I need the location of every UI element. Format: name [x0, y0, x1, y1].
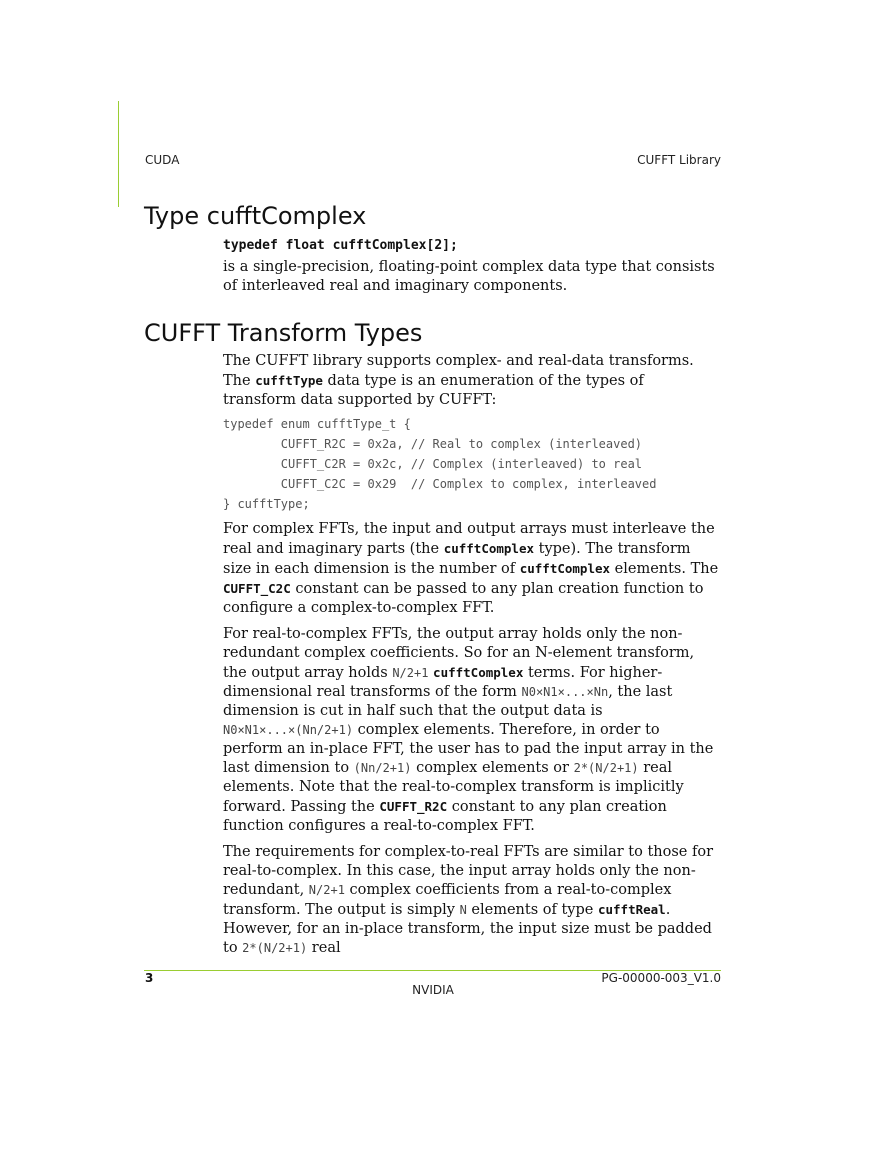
- header-accent-line: [118, 101, 119, 207]
- running-header-left: CUDA: [145, 153, 180, 167]
- inline-code-bold: cufftComplex: [443, 541, 535, 556]
- paragraph-text: type). The transform size in each dimension is the number of: [223, 541, 691, 577]
- vendor-name: NVIDIA: [412, 983, 454, 997]
- cufftcomplex-description: is a single-precision, floating-point complex data type that consists of interleaved real and imaginary components.: [223, 259, 715, 294]
- code-line: } cufftType;: [223, 497, 310, 511]
- inline-code-bold: CUFFT_R2C: [379, 799, 448, 814]
- inline-code: N0×N1×...×Nn: [521, 685, 609, 699]
- paragraph-text: , the last dimension is cut in half such that the output data is: [223, 684, 673, 719]
- paragraph-text: elements of type: [466, 902, 598, 918]
- code-line: CUFFT_C2R = 0x2c, // Complex (interleaved) to real: [223, 457, 643, 471]
- paragraph-text: For complex FFTs, the input and output arrays must interleave the real and imaginary parts (the: [223, 521, 715, 557]
- inline-code: 2*(N/2+1): [573, 761, 639, 775]
- inline-code-bold: cufftComplex: [433, 665, 524, 680]
- running-header-right: CUFFT Library: [637, 153, 721, 167]
- paragraph-text: complex elements or: [411, 760, 574, 776]
- paragraph-text: real elements. Note that the real-to-complex transform is implicitly forward. Passing the: [223, 760, 684, 815]
- code-line: CUFFT_C2C = 0x29 // Complex to complex, interleaved: [223, 477, 657, 491]
- paragraph-complex-ffts: [223, 520, 720, 618]
- inline-code-bold: cufftReal: [597, 902, 666, 917]
- transform-types-intro: [223, 352, 720, 410]
- section-title-cufftcomplex: Type cufftComplex: [144, 202, 367, 230]
- intro-text-b: data type is an enumeration of the types of transform data supported by CUFFT:: [223, 373, 644, 408]
- page-number: 3: [145, 971, 154, 985]
- inline-code-bold: CUFFT_C2C: [223, 581, 291, 596]
- inline-code: 2*(N/2+1): [242, 941, 308, 955]
- paragraph-text: elements. The: [610, 561, 719, 577]
- inline-code: N/2+1: [392, 666, 429, 680]
- section-title-transform-types: CUFFT Transform Types: [144, 319, 423, 347]
- inline-code-bold: cufftComplex: [519, 561, 611, 576]
- paragraph-text: real: [307, 940, 341, 956]
- paragraph-text: constant to any plan creation function configures a real-to-complex FFT.: [223, 799, 667, 834]
- paragraph-text: . However, for an in-place transform, the input size must be padded to: [223, 902, 712, 956]
- code-line: CUFFT_R2C = 0x2a, // Real to complex (interleaved): [223, 437, 643, 451]
- paragraph-complex-to-real: [223, 843, 720, 958]
- paragraph-text: The requirements for complex-to-real FFTs are similar to those for real-to-complex. In this case, the input array holds only the non-redundant,: [223, 844, 714, 898]
- paragraph-text: terms. For higher-dimensional real transforms of the form: [223, 665, 663, 700]
- inline-code: N: [459, 903, 467, 917]
- intro-text-a: The CUFFT library supports complex- and real-data transforms. The: [223, 353, 694, 389]
- paragraph-text: complex elements. Therefore, in order to perform an in-place FFT, the user has to pad the input array in the last dimension to: [223, 722, 714, 776]
- intro-code: cufftType: [255, 373, 323, 388]
- section-cufftcomplex-body: [223, 236, 720, 296]
- paragraph-text: complex coefficients from a real-to-complex transform. The output is simply: [223, 882, 672, 918]
- paragraph-text: For real-to-complex FFTs, the output array holds only the non-redundant complex coefficients. So for an N-element transform, the output array holds: [223, 626, 695, 681]
- section-transform-types-body: [223, 352, 720, 958]
- paragraph-text: constant can be passed to any plan creation function to configure a complex-to-complex FFT.: [223, 581, 704, 616]
- inline-code: N0×N1×...×(Nn/2+1): [223, 723, 354, 737]
- paragraph-real-to-complex: [223, 625, 720, 836]
- inline-code: N/2+1: [308, 883, 345, 897]
- inline-code: (Nn/2+1): [353, 761, 412, 775]
- typedef-code: typedef float cufftComplex[2];: [223, 238, 458, 253]
- enum-code-block: [223, 414, 720, 514]
- code-line: typedef enum cufftType_t {: [223, 417, 411, 431]
- document-id: PG-00000-003_V1.0: [601, 971, 721, 985]
